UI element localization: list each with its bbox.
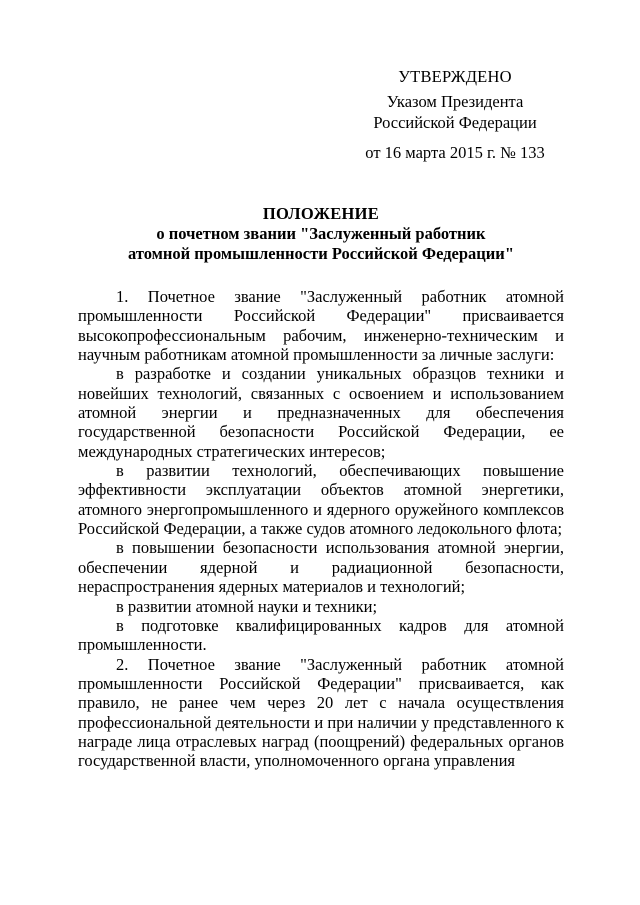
title-line-1: о почетном звании "Заслуженный работник	[156, 224, 486, 243]
paragraph-3: в развитии технологий, обеспечивающих повышение эффективности эксплуатации объектов атомной энергетики, атомного энергопромышленного и ядерного оружейного комплексов Российской Федерации, а также судов атомного ледокольного флота;	[78, 461, 564, 539]
document-title	[78, 204, 564, 264]
title-heading: ПОЛОЖЕНИЕ	[262, 204, 380, 223]
approval-block	[345, 66, 565, 163]
paragraph-2: в разработке и создании уникальных образцов техники и новейших технологий, связанных с освоением и использованием атомной энергии и предназначенных для обеспечения государственной безопасности Российской Федерации, ее международных стратегических интересов;	[78, 364, 564, 461]
paragraph-7: 2. Почетное звание "Заслуженный работник атомной промышленности Российской Федерации" присваивается, как правило, не ранее чем через 20 лет с начала осуществления профессиональной деятельности и при наличии у представленного к награде лица отраслевых наград (поощрений) федеральных органов государственной власти, уполномоченного органа управления	[78, 654, 564, 771]
paragraph-1: 1. Почетное звание "Заслуженный работник атомной промышленности Российской Федерации" присваивается высокопрофессиональным рабочим, инженерно-техническим и научным работникам атомной промышленности за личные заслуги:	[78, 287, 564, 365]
approval-issuer-line-2: Российской Федерации	[373, 113, 537, 132]
title-line-2: атомной промышленности Российской Федерации"	[128, 244, 514, 263]
approval-issuer-line-1: Указом Президента	[386, 92, 524, 111]
document-body	[78, 287, 564, 771]
approval-date: от 16 марта 2015 г. № 133	[365, 143, 545, 162]
paragraph-4: в повышении безопасности использования атомной энергии, обеспечении ядерной и радиационной безопасности, нераспространения ядерных материалов и технологий;	[78, 538, 564, 597]
paragraph-6: в подготовке квалифицированных кадров для атомной промышленности.	[78, 615, 564, 655]
approval-stamp: УТВЕРЖДЕНО	[398, 67, 512, 86]
paragraph-5: в развитии атомной науки и техники;	[116, 596, 378, 616]
